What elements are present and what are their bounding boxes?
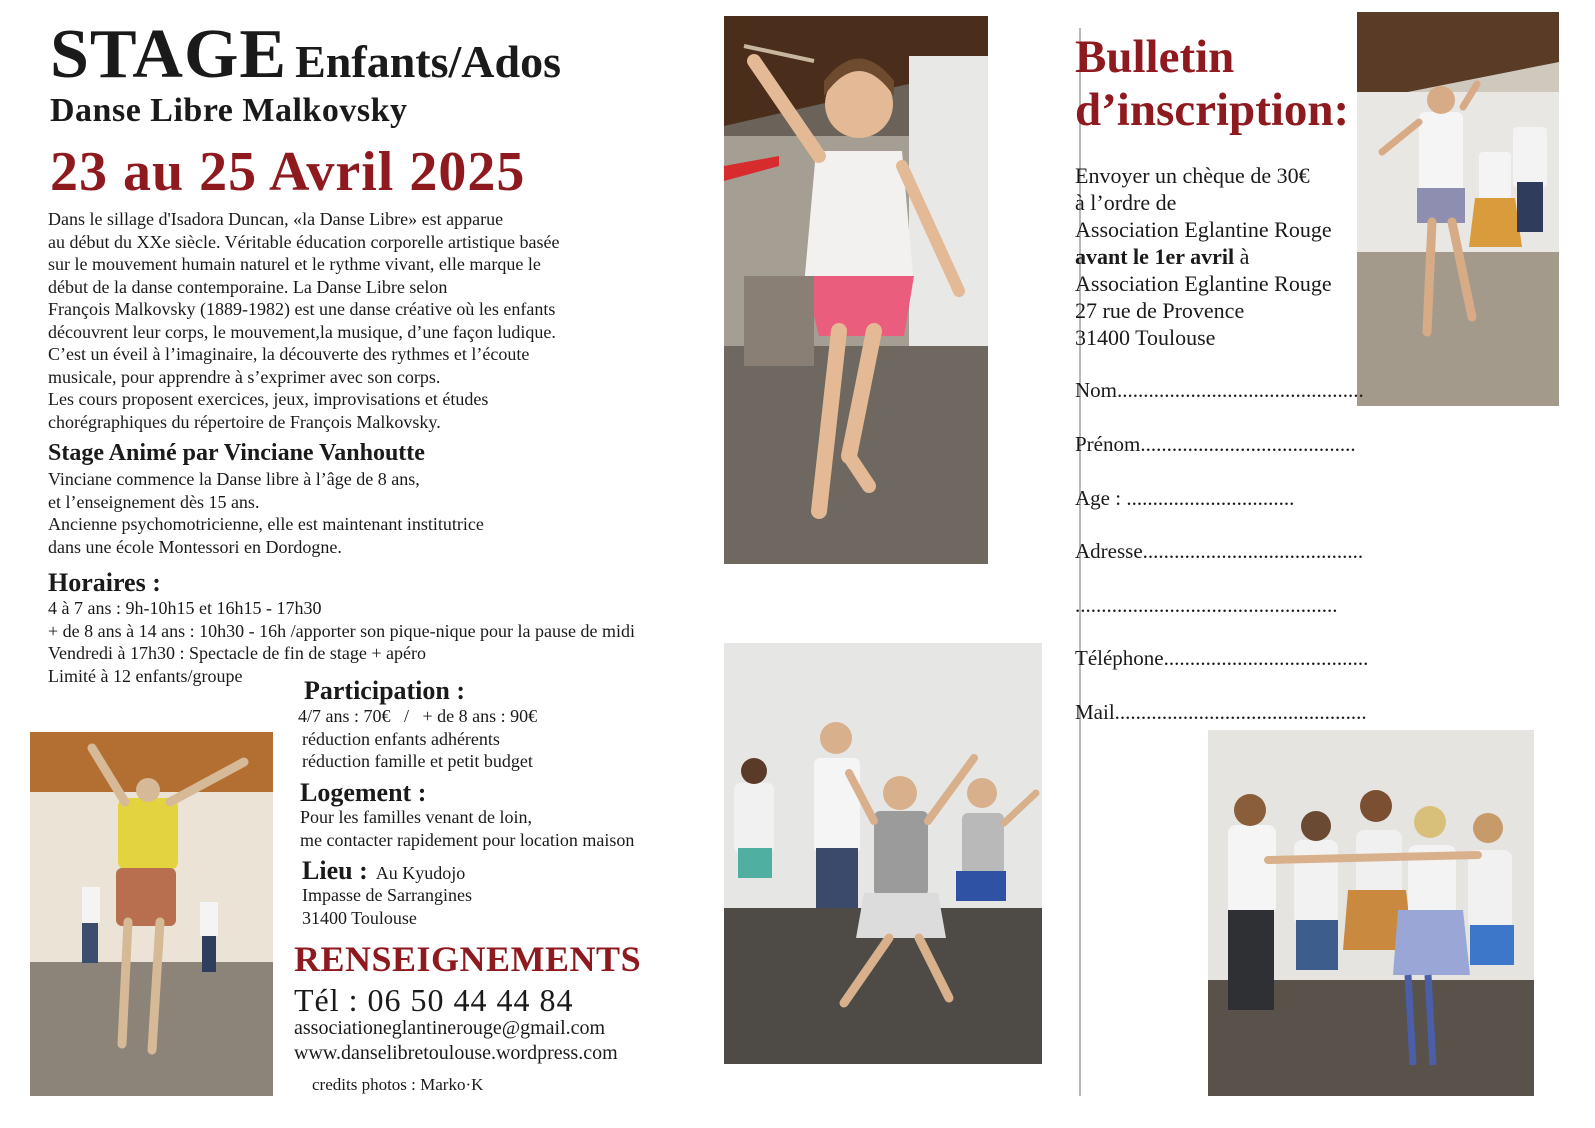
schedule-line: + de 8 ans à 14 ans : 10h30 - 16h /apporter son pique-nique pour la pause de midi <box>48 620 636 641</box>
schedule-heading: Horaires : <box>48 568 161 597</box>
stage-title: STAGE <box>50 16 288 93</box>
teacher-line: et l’enseignement dès 15 ans. <box>48 491 260 512</box>
field-nom[interactable]: Nom............................................... <box>1075 378 1364 402</box>
instruction-line: Envoyer un chèque de 30€ <box>1075 163 1310 188</box>
photo-leaping-child <box>724 16 988 564</box>
participation-line: 4/7 ans : 70€ / + de 8 ans : 90€ <box>298 706 538 726</box>
intro-line: C’est un éveil à l’imaginaire, la découverte des rythmes et l’écoute <box>48 344 530 364</box>
subtitle: Danse Libre Malkovsky <box>50 92 408 129</box>
place-address <box>302 884 602 929</box>
contact-links <box>294 1016 618 1066</box>
event-dates: 23 au 25 Avril 2025 <box>50 141 526 203</box>
schedule-line: Vendredi à 17h30 : Spectacle de fin de stage + apéro <box>48 643 427 663</box>
photo-credits: credits photos : Marko·K <box>312 1075 484 1094</box>
schedule-text <box>48 597 728 687</box>
teacher-text <box>48 468 708 558</box>
address-line: 27 rue de Provence <box>1075 298 1245 323</box>
form-title-line2: d’inscription: <box>1075 84 1350 136</box>
teacher-line: Ancienne psychomotricienne, elle est maintenant institutrice <box>48 514 484 534</box>
participation-line: réduction famille et petit budget <box>302 751 533 771</box>
form-title <box>1075 31 1349 137</box>
field-prenom[interactable]: Prénom......................................... <box>1075 432 1356 456</box>
schedule-line: Limité à 12 enfants/groupe <box>48 665 243 686</box>
field-adresse[interactable]: Adresse.......................................... <box>1075 539 1364 563</box>
schedule-line: 4 à 7 ans : 9h-10h15 et 16h15 - 17h30 <box>48 598 322 618</box>
intro-line: Les cours proposent exercices, jeux, improvisations et études <box>48 389 489 409</box>
address-line: Association Eglantine Rouge <box>1075 271 1332 296</box>
place-line: 31400 Toulouse <box>302 907 417 928</box>
intro-line: début de la danse contemporaine. La Danse Libre selon <box>48 276 448 297</box>
participation-line: réduction enfants adhérents <box>302 728 500 749</box>
deadline-rest: à <box>1234 244 1250 269</box>
audience-title: Enfants/Ados <box>295 36 561 87</box>
intro-line: Dans le sillage d'Isadora Duncan, «la Danse Libre» est apparue <box>48 209 504 229</box>
teacher-line: dans une école Montessori en Dordogne. <box>48 536 342 557</box>
lodging-line: me contacter rapidement pour location maison <box>300 829 635 850</box>
teacher-heading: Stage Animé par Vinciane Vanhoutte <box>48 440 425 466</box>
place-block <box>302 856 465 886</box>
website-link[interactable]: www.danselibretoulouse.wordpress.com <box>294 1042 618 1064</box>
lodging-text <box>300 806 720 851</box>
lodging-heading: Logement : <box>300 778 427 807</box>
field-adresse-2[interactable]: .................................................. <box>1075 593 1338 617</box>
intro-line: découvrent leur corps, le mouvement,la musique, d’une façon ludique. <box>48 321 556 342</box>
phone-number[interactable]: Tél : 06 50 44 44 84 <box>294 982 574 1018</box>
field-telephone[interactable]: Téléphone....................................... <box>1075 646 1369 670</box>
deadline-bold: avant le 1er avril <box>1075 244 1235 269</box>
intro-line: sur le mouvement humain naturel et le rythme vivant, elle marque le <box>48 254 541 274</box>
place-name: Au Kyudojo <box>375 863 466 883</box>
photo-dancers-group <box>724 643 1042 1064</box>
address-line: 31400 Toulouse <box>1075 325 1216 350</box>
lodging-line: Pour les familles venant de loin, <box>300 807 532 827</box>
header <box>50 16 561 93</box>
form-title-line1: Bulletin <box>1075 31 1235 83</box>
intro-line: au début du XXe siècle. Véritable éducation corporelle artistique basée <box>48 231 560 252</box>
place-line: Impasse de Sarrangines <box>302 885 472 905</box>
field-age[interactable]: Age : ................................ <box>1075 486 1295 510</box>
photo-jumping-child <box>30 732 273 1096</box>
photo-girl-dancing <box>1357 12 1559 406</box>
instruction-line: à l’ordre de <box>1075 190 1177 215</box>
form-instructions <box>1075 162 1365 351</box>
participation-heading: Participation : <box>304 676 466 705</box>
teacher-line: Vinciane commence la Danse libre à l’âge de 8 ans, <box>48 469 420 489</box>
intro-line: chorégraphiques du répertoire de François Malkovsky. <box>48 411 441 432</box>
intro-text <box>48 208 708 433</box>
intro-line: François Malkovsky (1889-1982) est une danse créative où les enfants <box>48 299 556 319</box>
field-mail[interactable]: Mail................................................ <box>1075 700 1367 724</box>
instruction-line: Association Eglantine Rouge <box>1075 217 1332 242</box>
info-heading: RENSEIGNEMENTS <box>294 939 642 979</box>
place-heading: Lieu : <box>302 856 368 885</box>
photo-children-circle <box>1208 730 1534 1096</box>
deadline-line <box>1075 243 1365 270</box>
participation-text <box>298 705 718 773</box>
email-link[interactable]: associationeglantinerouge@gmail.com <box>294 1017 606 1039</box>
intro-line: musicale, pour apprendre à s’exprimer avec son corps. <box>48 366 441 387</box>
